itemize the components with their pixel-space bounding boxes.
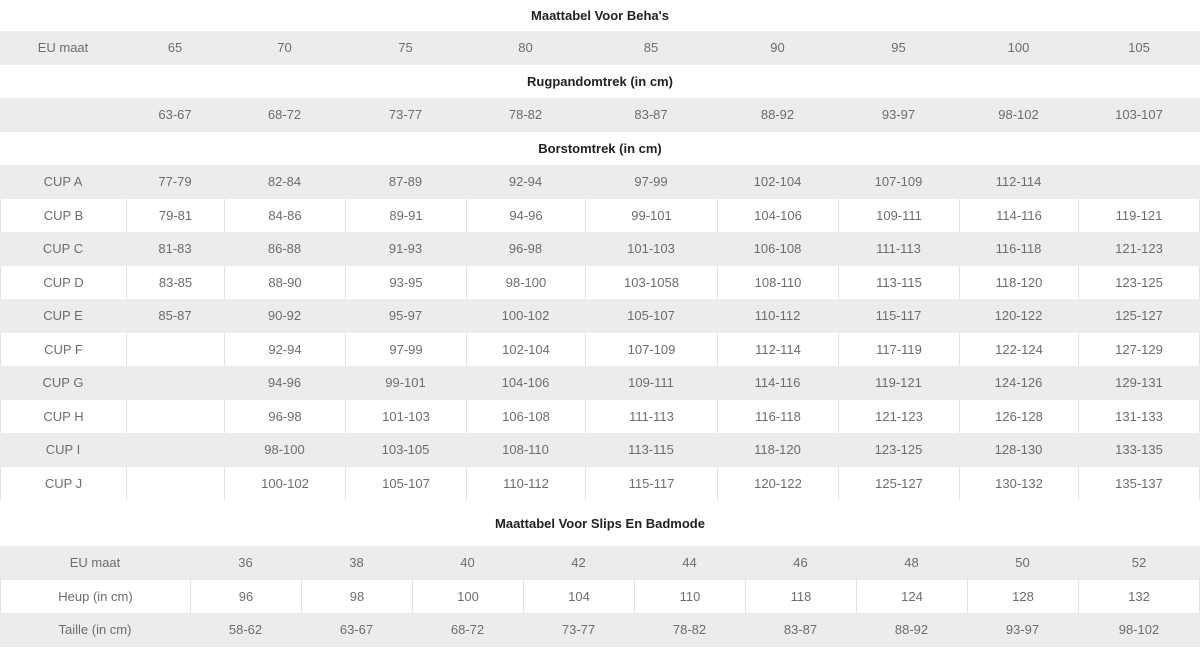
value-cell: 115-117 [838, 299, 959, 333]
value-cell: 97-99 [345, 333, 466, 367]
section-header: Borstomtrek (in cm) [0, 132, 1200, 166]
table-row [0, 580, 1200, 614]
value-cell: 93-97 [838, 98, 959, 132]
value-cell: 65 [126, 31, 224, 65]
value-cell: 105-107 [585, 299, 717, 333]
value-cell: 104-106 [466, 366, 585, 400]
value-cell: 94-96 [466, 199, 585, 233]
value-cell: 128-130 [959, 433, 1078, 467]
row-label-cell: CUP A [0, 165, 126, 199]
value-cell: 97-99 [585, 165, 717, 199]
value-cell: 101-103 [585, 232, 717, 266]
value-cell: 68-72 [224, 98, 345, 132]
value-cell: 104 [523, 580, 634, 614]
value-cell: 120-122 [717, 467, 838, 501]
row-label-cell [0, 98, 126, 132]
value-cell: 124 [856, 580, 967, 614]
table-row [0, 165, 1200, 199]
value-cell: 133-135 [1078, 433, 1200, 467]
value-cell: 40 [412, 546, 523, 580]
value-cell: 115-117 [585, 467, 717, 501]
value-cell: 95-97 [345, 299, 466, 333]
table-row [0, 366, 1200, 400]
value-cell: 125-127 [1078, 299, 1200, 333]
value-cell: 98-100 [466, 266, 585, 300]
value-cell: 114-116 [959, 199, 1078, 233]
value-cell: 102-104 [466, 333, 585, 367]
value-cell: 36 [190, 546, 301, 580]
value-cell: 108-110 [466, 433, 585, 467]
value-cell: 121-123 [1078, 232, 1200, 266]
value-cell: 86-88 [224, 232, 345, 266]
value-cell: 113-115 [838, 266, 959, 300]
value-cell: 100-102 [466, 299, 585, 333]
value-cell: 110-112 [717, 299, 838, 333]
value-cell: 119-121 [1078, 199, 1200, 233]
value-cell: 99-101 [585, 199, 717, 233]
value-cell: 68-72 [412, 613, 523, 647]
value-cell: 113-115 [585, 433, 717, 467]
value-cell: 105 [1078, 31, 1200, 65]
value-cell: 118-120 [959, 266, 1078, 300]
value-cell: 117-119 [838, 333, 959, 367]
row-label-cell: CUP B [0, 199, 126, 233]
value-cell: 52 [1078, 546, 1200, 580]
value-cell: 94-96 [224, 366, 345, 400]
bra-size-table [0, 31, 1200, 500]
table-row [0, 400, 1200, 434]
value-cell: 90 [717, 31, 838, 65]
value-cell: 126-128 [959, 400, 1078, 434]
table-row [0, 31, 1200, 65]
value-cell [126, 400, 224, 434]
value-cell: 129-131 [1078, 366, 1200, 400]
value-cell: 98 [301, 580, 412, 614]
value-cell: 123-125 [1078, 266, 1200, 300]
row-label-cell: Taille (in cm) [0, 613, 190, 647]
value-cell: 73-77 [523, 613, 634, 647]
value-cell: 132 [1078, 580, 1200, 614]
value-cell: 100 [412, 580, 523, 614]
value-cell: 114-116 [717, 366, 838, 400]
table-row [0, 98, 1200, 132]
value-cell: 79-81 [126, 199, 224, 233]
value-cell: 130-132 [959, 467, 1078, 501]
table-row [0, 299, 1200, 333]
value-cell: 109-111 [585, 366, 717, 400]
value-cell: 50 [967, 546, 1078, 580]
value-cell: 120-122 [959, 299, 1078, 333]
value-cell: 63-67 [126, 98, 224, 132]
value-cell: 87-89 [345, 165, 466, 199]
brief-size-table [0, 546, 1200, 647]
value-cell [126, 433, 224, 467]
value-cell: 83-87 [745, 613, 856, 647]
row-label-cell: CUP C [0, 232, 126, 266]
table-row [0, 232, 1200, 266]
value-cell: 122-124 [959, 333, 1078, 367]
row-label-cell: CUP J [0, 467, 126, 501]
value-cell: 82-84 [224, 165, 345, 199]
value-cell: 103-105 [345, 433, 466, 467]
value-cell: 109-111 [838, 199, 959, 233]
value-cell: 103-1058 [585, 266, 717, 300]
value-cell: 111-113 [838, 232, 959, 266]
value-cell: 93-95 [345, 266, 466, 300]
value-cell: 78-82 [466, 98, 585, 132]
value-cell: 101-103 [345, 400, 466, 434]
value-cell: 77-79 [126, 165, 224, 199]
value-cell: 98-102 [1078, 613, 1200, 647]
value-cell: 104-106 [717, 199, 838, 233]
brief-table-title: Maattabel Voor Slips En Badmode [495, 515, 705, 531]
value-cell: 119-121 [838, 366, 959, 400]
row-label-cell: CUP D [0, 266, 126, 300]
value-cell: 128 [967, 580, 1078, 614]
value-cell: 112-114 [717, 333, 838, 367]
table-row [0, 613, 1200, 647]
value-cell: 100-102 [224, 467, 345, 501]
value-cell: 46 [745, 546, 856, 580]
value-cell: 44 [634, 546, 745, 580]
value-cell: 58-62 [190, 613, 301, 647]
value-cell: 92-94 [224, 333, 345, 367]
value-cell: 95 [838, 31, 959, 65]
value-cell: 84-86 [224, 199, 345, 233]
table-row [0, 546, 1200, 580]
section-row [0, 132, 1200, 166]
value-cell: 108-110 [717, 266, 838, 300]
value-cell: 111-113 [585, 400, 717, 434]
value-cell: 96-98 [224, 400, 345, 434]
value-cell: 110 [634, 580, 745, 614]
value-cell: 38 [301, 546, 412, 580]
value-cell: 75 [345, 31, 466, 65]
table-row [0, 433, 1200, 467]
value-cell: 73-77 [345, 98, 466, 132]
section-header: Rugpandomtrek (in cm) [0, 65, 1200, 99]
value-cell: 125-127 [838, 467, 959, 501]
value-cell: 83-85 [126, 266, 224, 300]
value-cell: 112-114 [959, 165, 1078, 199]
value-cell: 90-92 [224, 299, 345, 333]
value-cell [1078, 165, 1200, 199]
row-label-cell: CUP G [0, 366, 126, 400]
value-cell: 102-104 [717, 165, 838, 199]
row-label-cell: CUP E [0, 299, 126, 333]
value-cell: 91-93 [345, 232, 466, 266]
value-cell: 70 [224, 31, 345, 65]
brief-table-body [0, 546, 1200, 647]
value-cell: 110-112 [466, 467, 585, 501]
value-cell: 107-109 [585, 333, 717, 367]
value-cell: 124-126 [959, 366, 1078, 400]
value-cell: 85-87 [126, 299, 224, 333]
value-cell: 88-90 [224, 266, 345, 300]
value-cell: 100 [959, 31, 1078, 65]
value-cell: 78-82 [634, 613, 745, 647]
value-cell: 89-91 [345, 199, 466, 233]
value-cell: 107-109 [838, 165, 959, 199]
table-row [0, 266, 1200, 300]
row-label-cell: CUP I [0, 433, 126, 467]
value-cell: 116-118 [717, 400, 838, 434]
bra-table-body [0, 31, 1200, 500]
value-cell: 118-120 [717, 433, 838, 467]
value-cell: 131-133 [1078, 400, 1200, 434]
value-cell [126, 333, 224, 367]
row-label-cell: Heup (in cm) [0, 580, 190, 614]
value-cell: 99-101 [345, 366, 466, 400]
value-cell: 83-87 [585, 98, 717, 132]
table-row [0, 199, 1200, 233]
value-cell: 105-107 [345, 467, 466, 501]
value-cell: 96-98 [466, 232, 585, 266]
row-label-cell: EU maat [0, 546, 190, 580]
value-cell: 106-108 [717, 232, 838, 266]
value-cell: 96 [190, 580, 301, 614]
row-label-cell: CUP H [0, 400, 126, 434]
value-cell: 81-83 [126, 232, 224, 266]
value-cell: 93-97 [967, 613, 1078, 647]
value-cell: 123-125 [838, 433, 959, 467]
value-cell: 92-94 [466, 165, 585, 199]
table-row [0, 333, 1200, 367]
value-cell: 98-100 [224, 433, 345, 467]
value-cell [126, 366, 224, 400]
value-cell [126, 467, 224, 501]
value-cell: 98-102 [959, 98, 1078, 132]
value-cell: 42 [523, 546, 634, 580]
value-cell: 116-118 [959, 232, 1078, 266]
value-cell: 135-137 [1078, 467, 1200, 501]
row-label-cell: EU maat [0, 31, 126, 65]
row-label-cell: CUP F [0, 333, 126, 367]
value-cell: 121-123 [838, 400, 959, 434]
value-cell: 85 [585, 31, 717, 65]
section-row [0, 65, 1200, 99]
bra-table-title: Maattabel Voor Beha's [531, 8, 669, 23]
value-cell: 106-108 [466, 400, 585, 434]
value-cell: 103-107 [1078, 98, 1200, 132]
value-cell: 118 [745, 580, 856, 614]
value-cell: 48 [856, 546, 967, 580]
value-cell: 63-67 [301, 613, 412, 647]
table-row [0, 467, 1200, 501]
value-cell: 88-92 [717, 98, 838, 132]
value-cell: 88-92 [856, 613, 967, 647]
value-cell: 127-129 [1078, 333, 1200, 367]
value-cell: 80 [466, 31, 585, 65]
